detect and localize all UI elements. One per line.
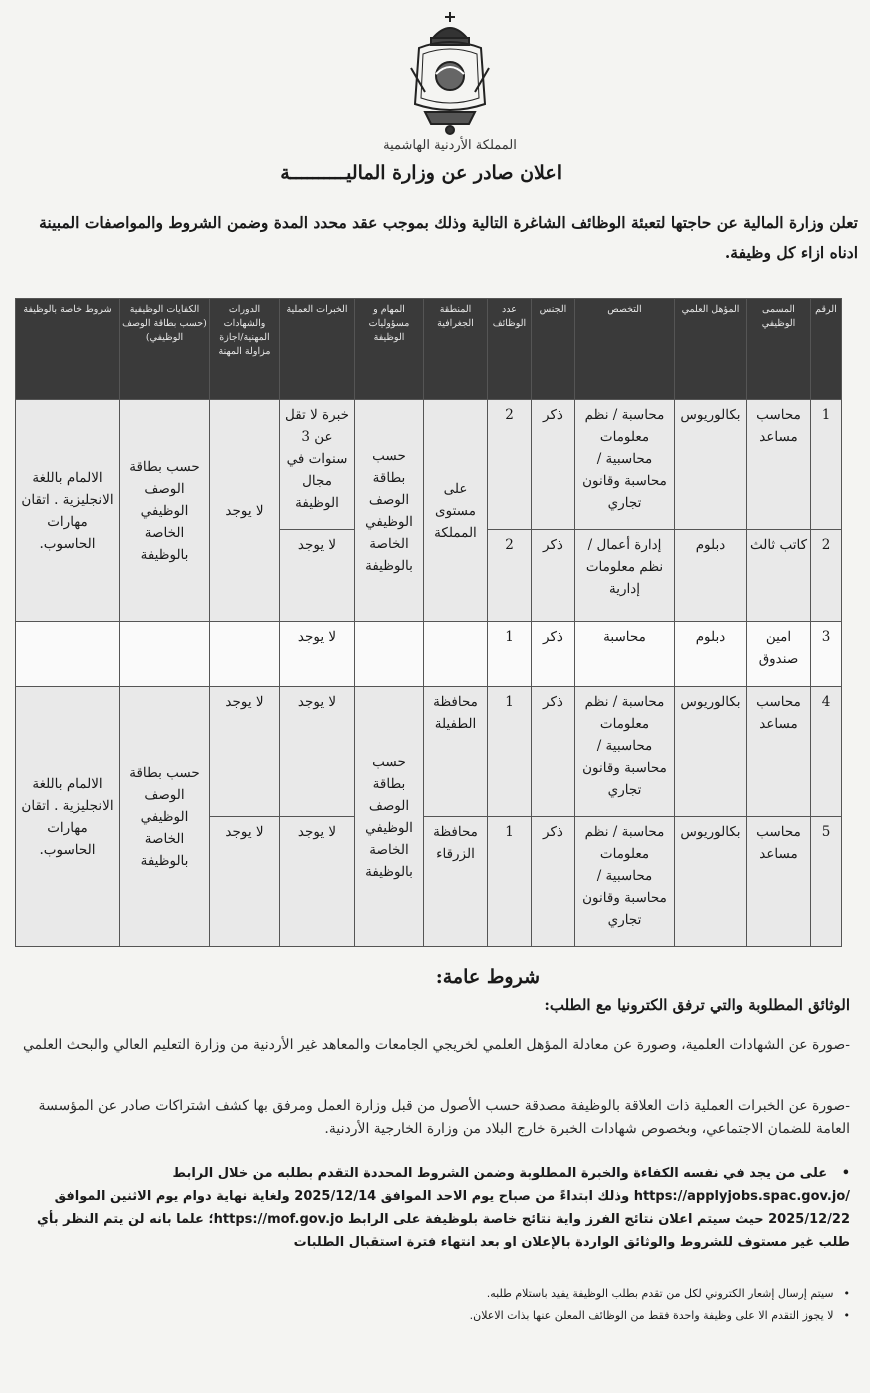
row4-qual: بكالوريوس (675, 687, 747, 817)
row3-exp: لا يوجد (280, 622, 355, 687)
announcement-intro: تعلن وزارة المالية عن حاجتها لتعبئة الوظائف الشاغرة التالية وذلك بموجب عقد محدد المدة وضمن الشروط والمواصفات المبينة ادناه ازاء كل وظيفة. (39, 213, 858, 262)
row2-title: كاتب ثالث (747, 530, 811, 622)
group1-tasks: حسب بطاقة الوصف الوظيفي الخاصة بالوظيفة (355, 400, 424, 622)
apply-text-d: حيث سيتم اعلان نتائج الفرز واية نتائج خاصة بلوظيفة على الرابط (347, 1212, 764, 1227)
row2-exp: لا يوجد (280, 530, 355, 622)
apply-text-e: ؛ علما بانه لن يتم النظر بأي طلب غير مستوف للشروط والوثائق الواردة بالإعلان او بعد انتهاء فترة استقبال الطلبات (36, 1212, 850, 1250)
row5-gender: ذكر (532, 817, 575, 947)
note1-text: سيتم إرسال إشعار الكتروني لكل من تقدم بطلب الوظيفة يفيد باستلام طلبه. (486, 1287, 834, 1300)
bullet-icon (832, 1166, 850, 1181)
row4-num: 4 (811, 687, 842, 817)
row5-num: 5 (811, 817, 842, 947)
application-instructions (18, 1162, 850, 1254)
row1-exp: خبرة لا تقل عن 3 سنوات في مجال الوظيفة (280, 400, 355, 530)
row3-skills (120, 622, 210, 687)
row4-count: 1 (488, 687, 532, 817)
row2-num: 2 (811, 530, 842, 622)
documents-item-certificates: -صورة عن الشهادات العلمية، وصورة عن معادلة المؤهل العلمي لخريجي الجامعات والمعاهد غير الأردنية من وزارة التعليم العالي والبحث العلمي (23, 1037, 850, 1053)
row5-region: محافظة الزرقاء (424, 817, 488, 947)
row1-num: 1 (811, 400, 842, 530)
table-header-row (16, 299, 842, 400)
row4-gender: ذكر (532, 687, 575, 817)
row1-spec: محاسبة / نظم معلومات محاسبية / محاسبة وقانون تجاري (575, 400, 675, 530)
row1-qual: بكالوريوس (675, 400, 747, 530)
header-spec: التخصص (575, 299, 675, 400)
row1-count: 2 (488, 400, 532, 530)
row2-gender: ذكر (532, 530, 575, 622)
row4-spec: محاسبة / نظم معلومات محاسبية / محاسبة وقانون تجاري (575, 687, 675, 817)
row5-title: محاسب مساعد (747, 817, 811, 947)
group1-courses: لا يوجد (210, 400, 280, 622)
jobs-table (15, 298, 842, 947)
apply-text-c: ولغاية نهاية دوام يوم الاثنين الموافق (54, 1189, 290, 1204)
row5-spec: محاسبة / نظم معلومات محاسبية / محاسبة وقانون تجاري (575, 817, 675, 947)
header-qual: المؤهل العلمي (675, 299, 747, 400)
header-num: الرقم (811, 299, 842, 400)
general-conditions-title: شروط عامة: (435, 966, 540, 988)
end-date: 2025/12/22 (768, 1212, 850, 1227)
table-row (16, 687, 842, 817)
bullet-icon (834, 1287, 851, 1300)
note-email-confirmation (30, 1285, 850, 1303)
row3-spec: محاسبة (575, 622, 675, 687)
apply-text-a: على من يجد في نفسه الكفاءة والخبرة المطلوبة وضمن الشروط المحددة التقدم بطلبه من خلال الرابط (172, 1166, 828, 1181)
group1-region: على مستوى المملكة (424, 400, 488, 622)
start-date: 2025/12/14 (294, 1189, 377, 1204)
header-gender: الجنس (532, 299, 575, 400)
row3-num: 3 (811, 622, 842, 687)
group1-skills: حسب بطاقة الوصف الوظيفي الخاصة بالوظيفة (120, 400, 210, 622)
header-title: المسمى الوظيفي (747, 299, 811, 400)
row4-title: محاسب مساعد (747, 687, 811, 817)
table-row (16, 400, 842, 530)
row5-courses: لا يوجد (210, 817, 280, 947)
row5-exp: لا يوجد (280, 817, 355, 947)
row1-title: محاسب مساعد (747, 400, 811, 530)
row3-qual: دبلوم (675, 622, 747, 687)
table-row (16, 622, 842, 687)
row4-region: محافظة الطفيلة (424, 687, 488, 817)
documents-item-experience: -صورة عن الخبرات العملية ذات العلاقة بالوظيفة مصدقة حسب الأصول من قبل وزارة العمل ومرفق بها كشف اشتراكات صادر عن المؤسسة العامة للضمان الاجتماعي، وبخصوص شهادات الخبرة خارج البلاد من وزارة الخارجية الأردنية. (38, 1098, 850, 1137)
apply-link[interactable]: https://applyjobs.spac.gov.jo/ (633, 1189, 850, 1204)
row3-count: 1 (488, 622, 532, 687)
apply-text-b: وذلك ابتداءً من صباح يوم الاحد الموافق (380, 1189, 630, 1204)
results-link[interactable]: https://mof.gov.jo (213, 1212, 344, 1227)
header-skills: الكفايات الوظيفية (حسب بطاقة الوصف الوظيفي) (120, 299, 210, 400)
row5-count: 1 (488, 817, 532, 947)
coat-of-arms-emblem (405, 8, 495, 138)
header-special: شروط خاصة بالوظيفة (16, 299, 120, 400)
row3-region (424, 622, 488, 687)
header-exp: الخبرات العملية (280, 299, 355, 400)
row2-qual: دبلوم (675, 530, 747, 622)
row3-title: امين صندوق (747, 622, 811, 687)
note2-text: لا يجوز التقدم الا على وظيفة واحدة فقط من الوظائف المعلن عنها بذات الاعلان. (469, 1309, 834, 1322)
row4-courses: لا يوجد (210, 687, 280, 817)
row3-courses (210, 622, 280, 687)
group1-special: الالمام باللغة الانجليزية . اتقان مهارات الحاسوب. (16, 400, 120, 622)
row3-special (16, 622, 120, 687)
required-documents-title: الوثائق المطلوبة والتي ترفق الكترونيا مع الطلب: (544, 996, 850, 1014)
row2-spec: إدارة أعمال / نظم معلومات إدارية (575, 530, 675, 622)
kingdom-name: المملكة الأردنية الهاشمية (383, 138, 517, 153)
group2-tasks: حسب بطاقة الوصف الوظيفي الخاصة بالوظيفة (355, 687, 424, 947)
header-courses: الدورات والشهادات المهنية/اجازة مزاولة المهنة (210, 299, 280, 400)
header-count: عدد الوظائف (488, 299, 532, 400)
row1-gender: ذكر (532, 400, 575, 530)
note-single-application (30, 1307, 850, 1325)
group2-skills: حسب بطاقة الوصف الوظيفي الخاصة بالوظيفة (120, 687, 210, 947)
row3-tasks (355, 622, 424, 687)
row3-gender: ذكر (532, 622, 575, 687)
row4-exp: لا يوجد (280, 687, 355, 817)
group2-special: الالمام باللغة الانجليزية . اتقان مهارات الحاسوب. (16, 687, 120, 947)
row2-count: 2 (488, 530, 532, 622)
row5-qual: بكالوريوس (675, 817, 747, 947)
announcement-title: اعلان صادر عن وزارة الماليــــــــــة (280, 162, 562, 184)
bullet-icon (834, 1309, 851, 1322)
header-tasks: المهام و مسؤوليات الوظيفة (355, 299, 424, 400)
header-region: المنطقة الجغرافية (424, 299, 488, 400)
